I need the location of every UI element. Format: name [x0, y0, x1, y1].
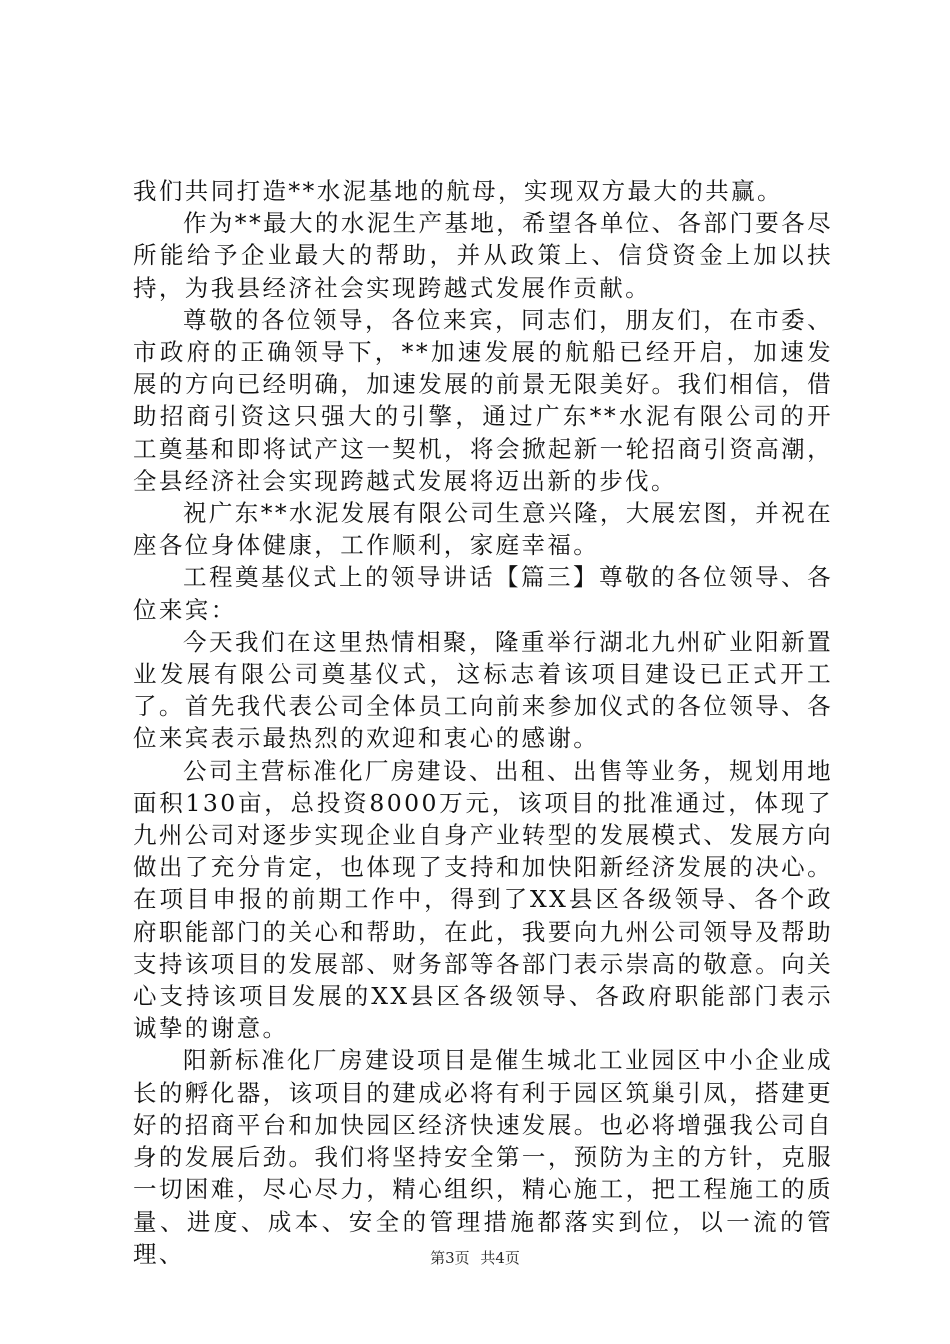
paragraph-2: 作为**最大的水泥生产基地，希望各单位、各部门要各尽所能给予企业最大的帮助，并从政策上、信贷资金上加以扶持，为我县经济社会实现跨越式发展作贡献。: [133, 209, 833, 302]
paragraph-6: 今天我们在这里热情相聚，隆重举行湖北九州矿业阳新置业发展有限公司奠基仪式，这标志着该项目建设已正式开工了。首先我代表公司全体员工向前来参加仪式的各位领导、各位来宾表示最热烈的欢迎和衷心的感谢。: [133, 627, 833, 753]
paragraph-4: 祝广东**水泥发展有限公司生意兴隆，大展宏图，并祝在座各位身体健康，工作顺利，家庭幸福。: [133, 499, 833, 560]
page-footer: [0, 1248, 950, 1268]
document-body: [133, 175, 833, 1270]
paragraph-7: 公司主营标准化厂房建设、出租、出售等业务，规划用地面积130亩，总投资8000万元，该项目的批准通过，体现了九州公司对逐步实现企业自身产业转型的发展模式、发展方向做出了充分肯定，也体现了支持和加快阳新经济发展的决心。在项目申报的前期工作中，得到了XX县区各级领导、各个政府职能部门的关心和帮助，在此，我要向九州公司领导及帮助支持该项目的发展部、财务部等各部门表示崇高的敬意。向关心支持该项目发展的XX县区各级领导、各政府职能部门表示诚挚的谢意。: [133, 756, 833, 1043]
section-heading: 工程奠基仪式上的领导讲话【篇三】尊敬的各位领导、各位来宾：: [133, 563, 833, 624]
paragraph-1: 我们共同打造**水泥基地的航母，实现双方最大的共赢。: [133, 177, 783, 205]
paragraph-3: 尊敬的各位领导，各位来宾，同志们，朋友们，在市委、市政府的正确领导下，**加速发展的航船已经开启，加速发展的方向已经明确，加速发展的前景无限美好。我们相信，借助招商引资这只强大的引擎，通过广东**水泥有限公司的开工奠基和即将试产这一契机，将会掀起新一轮招商引资高潮，全县经济社会实现跨越式发展将迈出新的步伐。: [133, 305, 833, 495]
page-total: 共4页: [480, 1249, 520, 1267]
page-number: 第3页: [430, 1249, 470, 1267]
paragraph-8: 阳新标准化厂房建设项目是催生城北工业园区中小企业成长的孵化器，该项目的建成必将有利于园区筑巢引凤，搭建更好的招商平台和加快园区经济快速发展。也必将增强我公司自身的发展后劲。我们将坚持安全第一，预防为主的方针，克服一切困难，尽心尽力，精心组织，精心施工，把工程施工的质量、进度、成本、安全的管理措施都落实到位，以一流的管理、: [133, 1046, 833, 1268]
